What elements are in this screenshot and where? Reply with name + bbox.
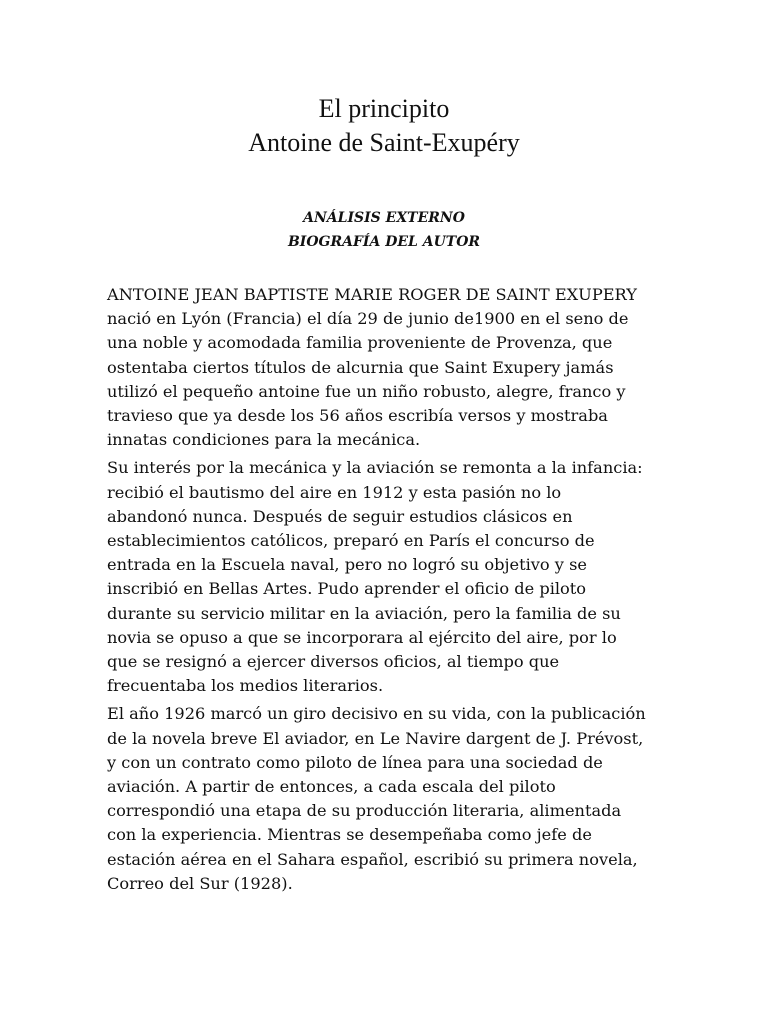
text-line: Correo del Sur (1928). <box>107 873 293 893</box>
paragraph-2 <box>107 456 667 698</box>
section-headings <box>0 206 768 254</box>
text-line: durante su servicio militar en la aviación, pero la familia de su <box>107 603 621 623</box>
paragraph-3 <box>107 702 667 896</box>
text-line: establecimientos católicos, preparó en París el concurso de <box>107 531 595 551</box>
book-author: Antoine de Saint-Exupéry <box>248 128 520 157</box>
text-line: nació en Lyón (Francia) el día 29 de junio de1900 en el seno de <box>107 309 629 329</box>
text-line: novia se opuso a que se incorporara al ejército del aire, por lo <box>107 627 617 647</box>
text-line: frecuentaba los medios literarios. <box>107 676 384 696</box>
text-line: que se resignó a ejercer diversos oficios, al tiempo que <box>107 652 560 672</box>
title-block <box>0 92 768 160</box>
section-heading-external-analysis: ANÁLISIS EXTERNO <box>303 210 465 226</box>
text-line: ostentaba ciertos títulos de alcurnia que Saint Exupery jamás <box>107 357 614 377</box>
text-line: una noble y acomodada familia proveniente de Provenza, que <box>107 333 613 353</box>
text-line: recibió el bautismo del aire en 1912 y esta pasión no lo <box>107 482 562 502</box>
text-line: aviación. A partir de entonces, a cada escala del piloto <box>107 777 556 797</box>
text-line: correspondió una etapa de su producción literaria, alimentada <box>107 801 622 821</box>
text-line: utilizó el pequeño antoine fue un niño robusto, alegre, franco y <box>107 381 626 401</box>
book-title: El principito <box>318 94 450 123</box>
text-line: travieso que ya desde los 56 años escribía versos y mostraba <box>107 406 608 426</box>
text-line: ANTOINE JEAN BAPTISTE MARIE ROGER DE SAINT EXUPERY <box>107 285 637 304</box>
text-line: inscribió en Bellas Artes. Pudo aprender el oficio de piloto <box>107 579 587 599</box>
text-line: de la novela breve El aviador, en Le Navire dargent de J. Prévost, <box>107 728 644 748</box>
text-line: Su interés por la mecánica y la aviación se remonta a la infancia: <box>107 458 643 478</box>
text-line: estación aérea en el Sahara español, escribió su primera novela, <box>107 849 638 869</box>
text-line: entrada en la Escuela naval, pero no logró su objetivo y se <box>107 555 587 575</box>
section-heading-author-biography: BIOGRAFÍA DEL AUTOR <box>287 234 481 250</box>
text-line: abandonó nunca. Después de seguir estudios clásicos en <box>107 506 573 526</box>
text-line: con la experiencia. Mientras se desempeñaba como jefe de <box>107 825 592 845</box>
paragraph-1 <box>107 283 667 452</box>
body-text <box>107 283 667 900</box>
text-line: innatas condiciones para la mecánica. <box>107 430 421 450</box>
text-line: El año 1926 marcó un giro decisivo en su vida, con la publicación <box>107 704 646 724</box>
text-line: y con un contrato como piloto de línea para una sociedad de <box>107 752 603 772</box>
